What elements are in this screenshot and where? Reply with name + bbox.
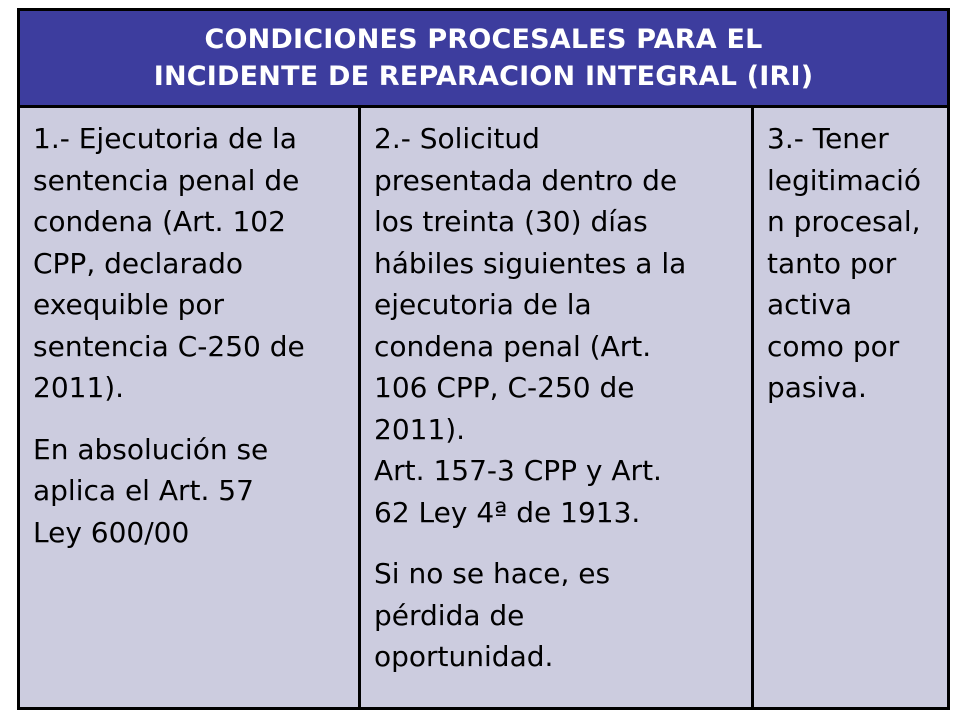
column-3 [754, 108, 947, 707]
column-1-paragraph-1: 1.- Ejecutoria de la sentencia penal de condena (Art. 102 CPP, declarado exequible por sentencia C-250 de 2011). [33, 122, 305, 404]
conditions-table [17, 8, 950, 710]
column-2-paragraph-2: Si no se hace, es pérdida de oportunidad. [374, 557, 611, 673]
column-2-paragraph-1: 2.- Solicitud presentada dentro de los treinta (30) días hábiles siguientes a la ejecutoria de la condena penal (Art. 106 CPP, C-250 de 2011). Art. 157-3 CPP y Art. 62 Ley 4ª de 1913. [374, 122, 687, 529]
table-title: CONDICIONES PROCESALES PARA EL INCIDENTE DE REPARACION INTEGRAL (IRI) [153, 24, 814, 92]
column-1-paragraph-2: En absolución se aplica el Art. 57 Ley 600/00 [33, 432, 269, 549]
table-header [20, 11, 947, 108]
column-2 [361, 108, 754, 707]
column-1 [20, 108, 361, 707]
column-3-paragraph-1: 3.- Tener legitimació n procesal, tanto por activa como por pasiva. [767, 122, 922, 404]
paragraph-gap [33, 409, 350, 429]
paragraph-gap [374, 533, 743, 553]
